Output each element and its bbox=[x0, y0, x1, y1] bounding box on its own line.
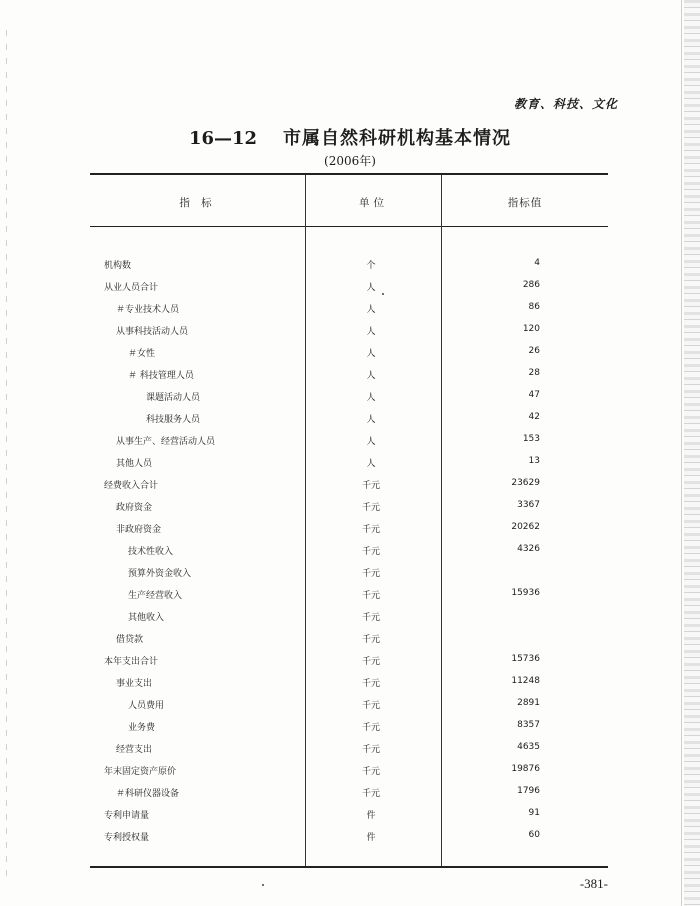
table-row bbox=[0, 824, 700, 846]
table-row bbox=[0, 582, 700, 604]
table-row bbox=[0, 362, 700, 384]
row-label: 本年支出合计 bbox=[104, 657, 159, 667]
row-value: 47 bbox=[528, 390, 540, 400]
table-row bbox=[0, 516, 700, 538]
table-row bbox=[0, 318, 700, 340]
row-unit: 人 bbox=[366, 283, 376, 293]
row-unit: 千元 bbox=[361, 591, 380, 601]
row-label: ＃科研仪器设备 bbox=[116, 789, 180, 799]
row-label: 借贷款 bbox=[116, 635, 144, 645]
row-label: 从业人员合计 bbox=[104, 283, 159, 293]
row-value: 153 bbox=[522, 434, 540, 444]
row-value: 11248 bbox=[511, 676, 540, 686]
table-body bbox=[0, 252, 700, 846]
column-header-value: 指标值 bbox=[507, 197, 543, 209]
row-unit: 千元 bbox=[361, 481, 380, 491]
row-label: 其他收入 bbox=[128, 613, 165, 623]
section-header: 教育、科技、文化 bbox=[513, 97, 618, 111]
table-row bbox=[0, 252, 700, 274]
row-label: 机构数 bbox=[104, 261, 132, 271]
table-row bbox=[0, 670, 700, 692]
table-row bbox=[0, 780, 700, 802]
row-unit: 人 bbox=[366, 437, 376, 447]
row-unit: 人 bbox=[366, 459, 376, 469]
table-row bbox=[0, 736, 700, 758]
table-row bbox=[0, 340, 700, 362]
row-unit: 千元 bbox=[361, 789, 380, 799]
row-label: 年末固定资产原价 bbox=[104, 767, 177, 777]
row-unit: 千元 bbox=[361, 613, 380, 623]
row-value: 86 bbox=[528, 302, 540, 312]
row-label: 其他人员 bbox=[116, 459, 153, 469]
row-label: 经费收入合计 bbox=[104, 481, 159, 491]
row-value: 26 bbox=[528, 346, 540, 356]
row-unit: 人 bbox=[366, 371, 376, 381]
row-unit: 人 bbox=[366, 327, 376, 337]
scan-speck bbox=[262, 884, 264, 886]
row-unit: 件 bbox=[366, 833, 376, 843]
row-unit: 千元 bbox=[361, 701, 380, 711]
table-row bbox=[0, 714, 700, 736]
row-unit: 人 bbox=[366, 415, 376, 425]
row-unit: 千元 bbox=[361, 745, 380, 755]
row-unit: 千元 bbox=[361, 657, 380, 667]
row-label: 从事科技活动人员 bbox=[116, 327, 189, 337]
table-row bbox=[0, 692, 700, 714]
row-value: 4326 bbox=[517, 544, 540, 554]
row-value: 3367 bbox=[517, 500, 540, 510]
page-number: -381- bbox=[579, 876, 608, 891]
row-label: 经营支出 bbox=[116, 745, 153, 755]
table-row bbox=[0, 604, 700, 626]
row-label: 预算外资金收入 bbox=[128, 569, 192, 579]
row-label: 课题活动人员 bbox=[146, 393, 201, 403]
table-number: 16—12 bbox=[188, 128, 258, 149]
table-row bbox=[0, 494, 700, 516]
row-label: 事业支出 bbox=[116, 679, 153, 689]
table-bottom-rule bbox=[90, 866, 608, 868]
table-row bbox=[0, 450, 700, 472]
table-row bbox=[0, 538, 700, 560]
row-label: 业务费 bbox=[128, 723, 156, 733]
row-unit: 千元 bbox=[361, 679, 380, 689]
row-label: 科技服务人员 bbox=[146, 415, 201, 425]
row-unit: 件 bbox=[366, 811, 376, 821]
row-value: 8357 bbox=[517, 720, 540, 730]
row-label: 技术性收入 bbox=[128, 547, 174, 557]
row-value: 91 bbox=[528, 808, 540, 818]
row-unit: 千元 bbox=[361, 767, 380, 777]
table-row bbox=[0, 802, 700, 824]
row-value: 2891 bbox=[517, 698, 540, 708]
row-value: 13 bbox=[528, 456, 540, 466]
row-value: 42 bbox=[528, 412, 540, 422]
row-unit: 人 bbox=[366, 305, 376, 315]
table-top-rule bbox=[90, 173, 608, 175]
row-label: ＃ 科技管理人员 bbox=[128, 371, 194, 381]
row-value: 1796 bbox=[517, 786, 540, 796]
row-unit: 人 bbox=[366, 349, 376, 359]
row-unit: 千元 bbox=[361, 525, 380, 535]
row-label: 从事生产、经营活动人员 bbox=[116, 437, 216, 447]
column-header-unit: 单位 bbox=[359, 197, 388, 209]
table-row bbox=[0, 626, 700, 648]
row-unit: 千元 bbox=[361, 547, 380, 557]
table-title bbox=[0, 124, 700, 150]
table-title-text: 市属自然科研机构基本情况 bbox=[283, 128, 512, 149]
row-label: 专利申请量 bbox=[104, 811, 150, 821]
row-label: ＃专业技术人员 bbox=[116, 305, 180, 315]
column-header-indicator: 指 标 bbox=[179, 197, 216, 209]
row-label: 专利授权量 bbox=[104, 833, 150, 843]
row-value: 286 bbox=[522, 280, 540, 290]
row-value: 20262 bbox=[511, 522, 540, 532]
row-unit: 千元 bbox=[361, 569, 380, 579]
row-unit: 千元 bbox=[361, 635, 380, 645]
row-value: 23629 bbox=[511, 478, 540, 488]
row-value: 120 bbox=[522, 324, 540, 334]
row-value: 19876 bbox=[511, 764, 540, 774]
row-unit: 个 bbox=[366, 261, 376, 271]
row-value: 60 bbox=[528, 830, 540, 840]
header-rule bbox=[90, 226, 608, 227]
table-row bbox=[0, 384, 700, 406]
row-label: ＃女性 bbox=[128, 349, 156, 359]
row-unit: 人 bbox=[366, 393, 376, 403]
row-unit: 千元 bbox=[361, 503, 380, 513]
row-label: 人员费用 bbox=[128, 701, 165, 711]
table-row bbox=[0, 758, 700, 780]
row-label: 生产经营收入 bbox=[128, 591, 183, 601]
table-row bbox=[0, 406, 700, 428]
table-row bbox=[0, 296, 700, 318]
table-year: (2006年) bbox=[324, 154, 376, 168]
scan-speck bbox=[382, 293, 384, 295]
table-row bbox=[0, 472, 700, 494]
row-value: 4635 bbox=[517, 742, 540, 752]
row-value: 28 bbox=[528, 368, 540, 378]
table-row bbox=[0, 648, 700, 670]
table-row bbox=[0, 560, 700, 582]
table-row bbox=[0, 274, 700, 296]
row-value: 4 bbox=[534, 258, 540, 268]
table-row bbox=[0, 428, 700, 450]
row-value: 15936 bbox=[511, 588, 540, 598]
row-unit: 千元 bbox=[361, 723, 380, 733]
row-label: 政府资金 bbox=[116, 503, 153, 513]
row-label: 非政府资金 bbox=[116, 525, 162, 535]
row-value: 15736 bbox=[511, 654, 540, 664]
